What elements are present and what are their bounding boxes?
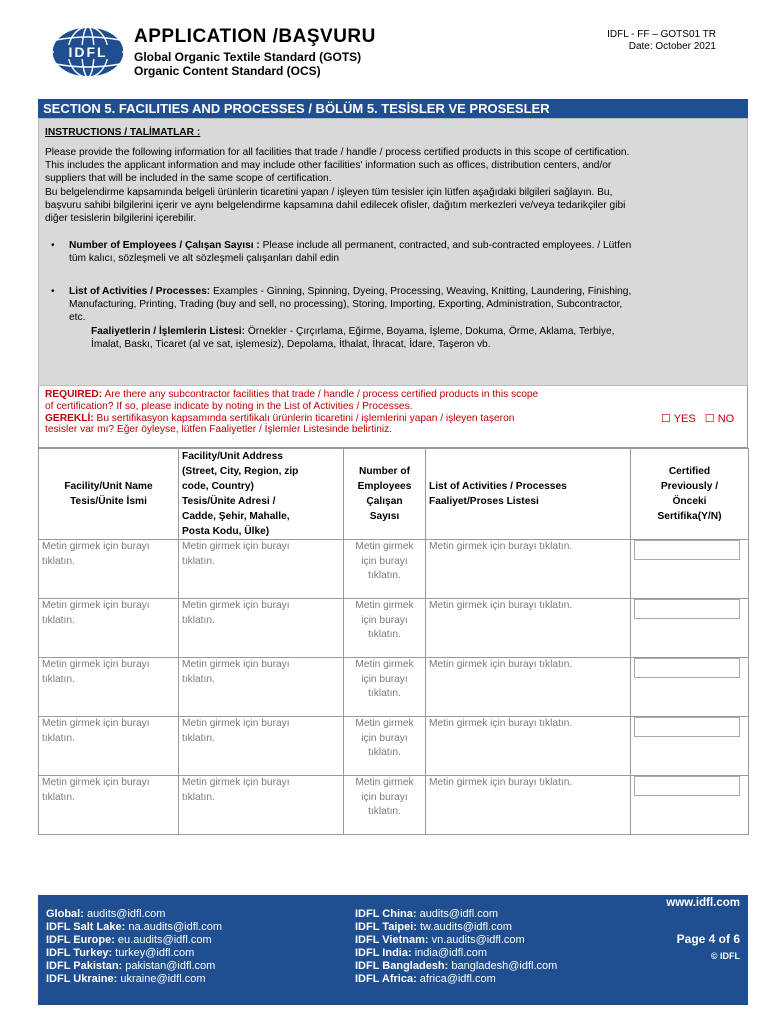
facility-address-field[interactable] xyxy=(179,599,344,658)
footer-contact-email[interactable]: bangladesh@idfl.com xyxy=(448,960,558,972)
placeholder-text: Metin girmek için burayı xyxy=(182,659,290,670)
placeholder-text: Metin girmek için burayı xyxy=(182,718,290,729)
header-facility-name xyxy=(39,449,179,540)
required-text-en: Are there any subcontractor facilities that trade / handle / process certified products in this scope xyxy=(102,389,539,400)
header-line: Previously / xyxy=(660,481,719,492)
certified-cell xyxy=(631,658,749,717)
footer-contact xyxy=(355,960,557,973)
header-line: Sayısı xyxy=(369,511,400,522)
header-line: Çalışan xyxy=(366,496,403,507)
bullet-activities-tr-text: Örnekler - Çırçırlama, Eğirme, Boyama, İşleme, Dokuma, Örme, Aklama, Terbiye, xyxy=(245,325,615,337)
activities-field[interactable] xyxy=(426,717,631,776)
header-facility-address xyxy=(179,449,344,540)
certified-cell xyxy=(631,717,749,776)
bullet-employees-label: Number of Employees / Çalışan Sayısı : xyxy=(69,240,260,251)
document-reference xyxy=(607,29,716,53)
placeholder-text: tıklatın. xyxy=(182,791,215,803)
placeholder-text: Metin girmek için burayı xyxy=(182,600,290,611)
placeholder-text: Metin girmek için burayı tıklatın. xyxy=(429,600,573,611)
bullet-activities-tr-text-2: İmalat, Baskı, Ticaret (al ve sat, işlemesiz), Depolama, İthalat, İhracat, İdare, Taşeron vb. xyxy=(91,338,491,350)
employees-field[interactable] xyxy=(344,658,426,717)
header-line: Tesis/Ünite İsmi xyxy=(70,496,147,507)
facility-address-field[interactable] xyxy=(179,540,344,599)
certified-previously-field[interactable] xyxy=(634,717,740,737)
footer-contact-email[interactable]: audits@idfl.com xyxy=(416,908,498,920)
instructions-heading: INSTRUCTIONS / TALİMATLAR : xyxy=(45,127,201,138)
placeholder-text: Metin girmek xyxy=(355,659,414,670)
footer-contact xyxy=(46,947,222,960)
placeholder-text: tıklatın. xyxy=(42,791,75,803)
header-line: Faaliyet/Proses Listesi xyxy=(429,496,539,507)
header-activities xyxy=(426,449,631,540)
activities-field[interactable] xyxy=(426,776,631,835)
instructions-en-line: suppliers that will be included in the same scope of certification. xyxy=(45,173,332,185)
header-line: Number of xyxy=(359,466,410,477)
footer-contact-label: IDFL Taipei: xyxy=(355,921,417,933)
footer-contact-email[interactable]: audits@idfl.com xyxy=(83,908,166,920)
bullet-marker: • xyxy=(51,240,55,251)
doc-code: IDFL - FF – GOTS01 TR xyxy=(607,29,716,40)
table-body xyxy=(39,540,749,835)
website-link[interactable]: www.idfl.com xyxy=(666,897,740,909)
footer-contact-label: IDFL Europe: xyxy=(46,934,115,946)
placeholder-text: tıklatın. xyxy=(42,614,75,626)
subtitle-gots: Global Organic Textile Standard (GOTS) xyxy=(134,50,362,64)
footer-contact-label: IDFL China: xyxy=(355,908,417,920)
certified-previously-field[interactable] xyxy=(634,776,740,796)
facility-name-field[interactable] xyxy=(39,540,179,599)
placeholder-text: için burayı xyxy=(361,614,408,626)
header-certified xyxy=(631,449,749,540)
no-checkbox[interactable]: ☐ NO xyxy=(704,413,735,425)
instructions-en-line: This includes the applicant information and may include other facilities' information such as offices, distribution centers, and/or xyxy=(45,160,612,172)
placeholder-text: tıklatın. xyxy=(182,673,215,685)
yes-checkbox[interactable]: ☐ YES xyxy=(661,413,696,425)
header-line: Facility/Unit Address xyxy=(182,451,283,462)
required-text-en-2: of certification? If so, please indicate by noting in the List of Activities / Processes. xyxy=(45,400,413,412)
placeholder-text: tıklatın. xyxy=(42,673,75,685)
application-title: APPLICATION /BAŞVURU xyxy=(134,26,376,47)
header-line: (Street, City, Region, zip xyxy=(182,466,299,477)
placeholder-text: için burayı xyxy=(361,791,408,803)
footer-contact xyxy=(355,934,557,947)
placeholder-text: için burayı xyxy=(361,555,408,567)
footer-contact-label: IDFL Turkey: xyxy=(46,947,113,959)
logo-text: IDFL xyxy=(68,44,108,60)
header-line: Employees xyxy=(357,481,412,492)
header-line: Posta Kodu, Ülke) xyxy=(182,526,270,537)
header-line: List of Activities / Processes xyxy=(429,481,567,492)
footer-contact xyxy=(46,960,222,973)
footer-contact-email[interactable]: vn.audits@idfl.com xyxy=(428,934,525,946)
header-line: Sertifika(Y/N) xyxy=(657,511,722,522)
footer-contact-label: IDFL Pakistan: xyxy=(46,960,123,972)
placeholder-text: Metin girmek için burayı xyxy=(42,541,150,552)
bullet-marker: • xyxy=(51,286,55,297)
header-line: Facility/Unit Name xyxy=(64,481,153,492)
footer-contact xyxy=(46,973,222,986)
activities-field[interactable] xyxy=(426,658,631,717)
employees-field[interactable] xyxy=(344,776,426,835)
table-row xyxy=(39,776,749,835)
footer-contact-email[interactable]: pakistan@idfl.com xyxy=(122,960,216,972)
placeholder-text: tıklatın. xyxy=(368,747,401,758)
facility-name-field[interactable] xyxy=(39,658,179,717)
table-row xyxy=(39,540,749,599)
placeholder-text: tıklatın. xyxy=(42,732,75,744)
placeholder-text: tıklatın. xyxy=(42,555,75,567)
placeholder-text: Metin girmek için burayı xyxy=(182,541,290,552)
footer xyxy=(38,895,748,1005)
page-number: Page 4 of 6 xyxy=(676,932,740,946)
footer-contact-email[interactable]: india@idfl.com xyxy=(411,947,488,959)
required-label-tr: GEREKLİ: xyxy=(45,412,94,424)
instructions-tr-line: diğer tesislerin bilgilerini içerebilir. xyxy=(45,213,197,225)
facility-name-field[interactable] xyxy=(39,776,179,835)
footer-contact xyxy=(355,921,557,934)
facility-address-field[interactable] xyxy=(179,658,344,717)
instructions-tr-line: Bu belgelendirme kapsamında belgeli ürünlerin ticaretini yapan / işleyen tüm tesisler için lütfen aşağıdaki bilgileri sağlayın. Bu, xyxy=(45,186,613,198)
subcontractor-question xyxy=(38,386,748,448)
certified-cell xyxy=(631,599,749,658)
doc-date: Date: October 2021 xyxy=(628,41,716,52)
header-line: Certified xyxy=(668,466,711,477)
facility-name-field[interactable] xyxy=(39,599,179,658)
footer-contact xyxy=(46,921,222,934)
table-row xyxy=(39,658,749,717)
placeholder-text: tıklatın. xyxy=(182,732,215,744)
placeholder-text: Metin girmek için burayı xyxy=(42,600,150,611)
footer-contact-email[interactable]: ukraine@idfl.com xyxy=(117,973,206,985)
bullet-activities-label: List of Activities / Processes: xyxy=(69,286,211,297)
table-header-row xyxy=(39,449,749,540)
facilities-table xyxy=(38,448,749,835)
footer-contact xyxy=(355,973,557,986)
required-text-tr: Bu sertifikasyon kapsamında sertifikalı ürünlerin ticaretini / işlemlerini yapan / işleyen taşeron xyxy=(93,412,515,424)
activities-field[interactable] xyxy=(426,599,631,658)
bullet-employees xyxy=(69,239,729,265)
placeholder-text: için burayı xyxy=(361,673,408,685)
table-row xyxy=(39,599,749,658)
bullet-employees-text: Please include all permanent, contracted, and sub-contracted employees. / Lütfen xyxy=(259,240,632,251)
bullet-activities-text: Examples - Ginning, Spinning, Dyeing, Processing, Weaving, Knitting, Laundering, Finishing, xyxy=(210,286,632,297)
footer-contact-label: IDFL Bangladesh: xyxy=(355,960,449,972)
placeholder-text: Metin girmek için burayı tıklatın. xyxy=(429,659,573,670)
employees-field[interactable] xyxy=(344,717,426,776)
footer-contacts-left xyxy=(46,908,222,986)
header-line: code, Country) xyxy=(182,481,254,492)
placeholder-text: Metin girmek için burayı tıklatın. xyxy=(429,541,573,552)
placeholder-text: Metin girmek xyxy=(355,777,414,788)
certified-previously-field[interactable] xyxy=(634,658,740,678)
footer-contact xyxy=(355,947,557,960)
table-row xyxy=(39,717,749,776)
facility-address-field[interactable] xyxy=(179,717,344,776)
placeholder-text: tıklatın. xyxy=(368,806,401,817)
employees-field[interactable] xyxy=(344,540,426,599)
header-line: Cadde, Şehir, Mahalle, xyxy=(182,511,290,522)
header-employees xyxy=(344,449,426,540)
subtitle-ocs: Organic Content Standard (OCS) xyxy=(134,64,321,78)
placeholder-text: Metin girmek xyxy=(355,600,414,611)
certified-previously-field[interactable] xyxy=(634,599,740,619)
instructions-panel xyxy=(38,118,748,386)
instructions-en-line: Please provide the following information for all facilities that trade / handle / process certified products in this scope of certification. xyxy=(45,147,630,158)
placeholder-text: tıklatın. xyxy=(182,555,215,567)
required-label: REQUIRED: xyxy=(45,389,103,400)
footer-contact-label: IDFL Salt Lake: xyxy=(46,921,126,933)
footer-contact xyxy=(355,908,557,921)
placeholder-text: tıklatın. xyxy=(368,688,401,699)
placeholder-text: Metin girmek için burayı tıklatın. xyxy=(429,718,573,729)
placeholder-text: tıklatın. xyxy=(182,614,215,626)
facility-address-field[interactable] xyxy=(179,776,344,835)
placeholder-text: Metin girmek xyxy=(355,718,414,729)
footer-contact-label: IDFL Africa: xyxy=(355,973,417,985)
section-title: SECTION 5. FACILITIES AND PROCESSES / BÖLÜM 5. TESİSLER VE PROSESLER xyxy=(38,99,748,118)
footer-contact-label: IDFL Vietnam: xyxy=(355,934,429,946)
footer-contact xyxy=(46,908,222,921)
employees-field[interactable] xyxy=(344,599,426,658)
footer-contacts-right xyxy=(355,908,557,986)
bullet-activities-text-2: Manufacturing, Printing, Trading (buy and sell, no processing), Storing, Importing, Exporting, Administration, Subcontractor, xyxy=(69,299,623,311)
placeholder-text: için burayı xyxy=(361,732,408,744)
footer-contact xyxy=(46,934,222,947)
activities-field[interactable] xyxy=(426,540,631,599)
placeholder-text: Metin girmek için burayı xyxy=(182,777,290,788)
footer-contact-email[interactable]: eu.audits@idfl.com xyxy=(114,934,212,946)
required-text-tr-2: tesisler var mı? Eğer öyleyse, lütfen Faaliyetler / İşlemler Listesinde belirtiniz. xyxy=(45,424,393,436)
bullet-employees-text-tr: tüm kalıcı, sözleşmeli ve alt sözleşmeli çalışanları dahil edin xyxy=(69,253,340,265)
instructions-en xyxy=(45,146,725,225)
required-text xyxy=(45,389,625,436)
footer-contact-email[interactable]: turkey@idfl.com xyxy=(112,947,195,959)
placeholder-text: Metin girmek için burayı tıklatın. xyxy=(429,777,573,788)
yes-no-options xyxy=(661,412,740,425)
certified-cell xyxy=(631,540,749,599)
certified-previously-field[interactable] xyxy=(634,540,740,560)
facility-name-field[interactable] xyxy=(39,717,179,776)
header-line: Önceki xyxy=(672,496,707,507)
bullet-activities-tr-label: Faaliyetlerin / İşlemlerin Listesi: xyxy=(91,325,246,337)
footer-contact-label: IDFL Ukraine: xyxy=(46,973,118,985)
placeholder-text: tıklatın. xyxy=(368,629,401,640)
placeholder-text: tıklatın. xyxy=(368,570,401,581)
certified-cell xyxy=(631,776,749,835)
idfl-logo xyxy=(50,26,126,78)
footer-contact-label: Global: xyxy=(46,908,84,920)
bullet-activities-text-3: etc. xyxy=(69,312,86,324)
bullet-activities xyxy=(69,285,729,351)
placeholder-text: Metin girmek için burayı xyxy=(42,777,150,788)
footer-contact-email[interactable]: africa@idfl.com xyxy=(416,973,496,985)
placeholder-text: Metin girmek xyxy=(355,541,414,552)
copyright: © IDFL xyxy=(710,951,740,961)
footer-contact-label: IDFL India: xyxy=(355,947,412,959)
header-line: Tesis/Ünite Adresi / xyxy=(182,496,276,507)
placeholder-text: Metin girmek için burayı xyxy=(42,718,150,729)
placeholder-text: Metin girmek için burayı xyxy=(42,659,150,670)
footer-contact-email[interactable]: na.audits@idfl.com xyxy=(125,921,223,933)
footer-contact-email[interactable]: tw.audits@idfl.com xyxy=(416,921,512,933)
instructions-tr-line: başvuru sahibi bilgilerini içerir ve aynı belgelendirme kapsamına dahil edilecek ofisler, dağıtım merkezleri ve/veya tedarikçiler gibi xyxy=(45,199,626,211)
